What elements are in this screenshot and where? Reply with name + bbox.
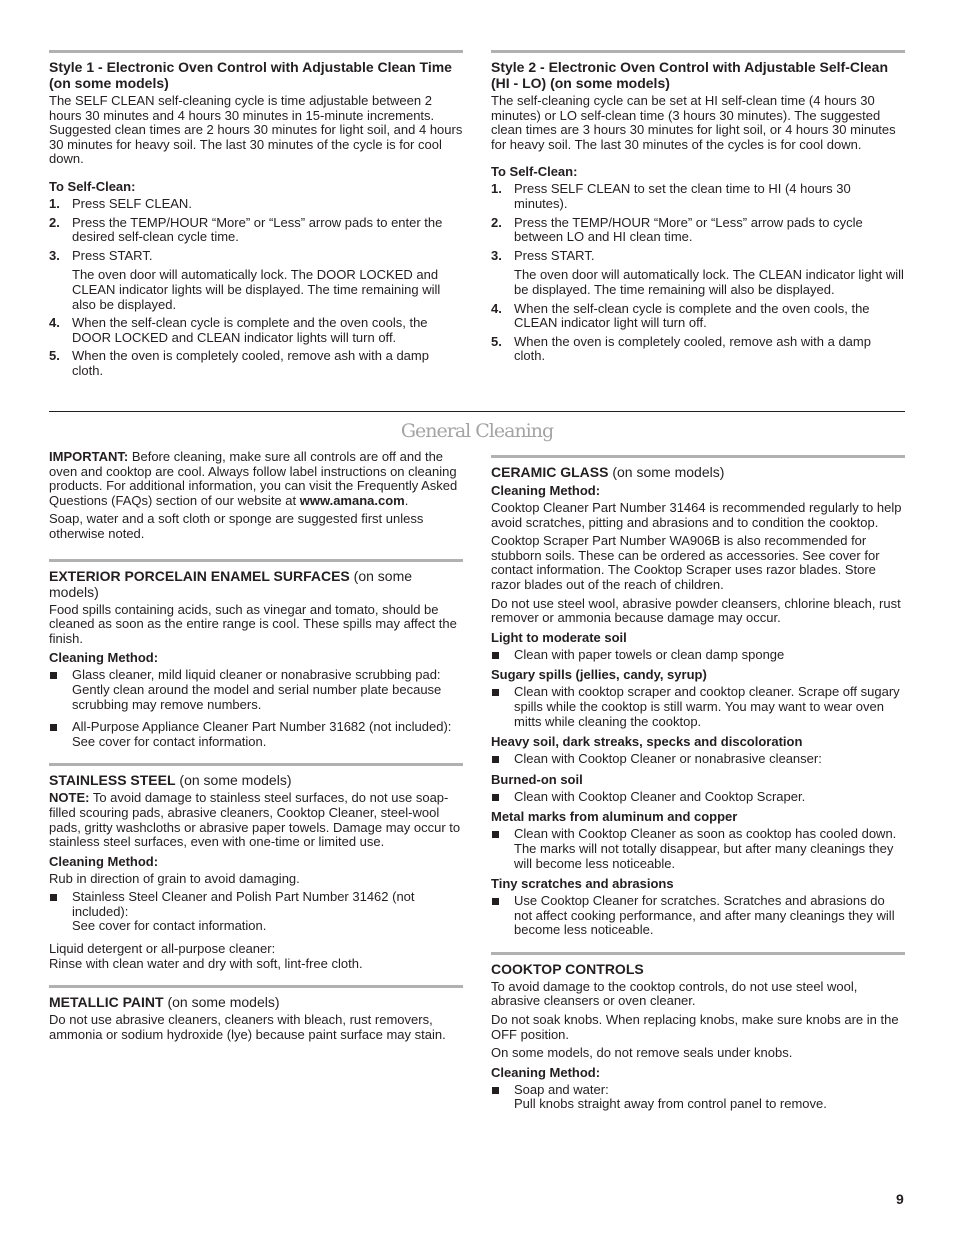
note-text: To avoid damage to stainless steel surfaces, do not use soap-filled scouring pads, abrasive cleaners, Cooktop Cleaner, steel-wool pads, gritty washcloths or abrasive paper towels. Damage may occur to stainless steel surfaces, even with one-time or limited use. (49, 790, 461, 850)
step-number: 1. (491, 181, 502, 197)
bullet-text: Clean with paper towels or clean damp sponge (514, 646, 785, 662)
controls-section (491, 952, 905, 1112)
bullet-square-icon (492, 652, 499, 659)
list-item (491, 1083, 905, 1112)
soil-bullets (491, 648, 905, 663)
ceramic-section (491, 455, 905, 938)
style2-step (491, 216, 905, 245)
important-end: . (404, 492, 409, 508)
bullet-square-icon (492, 794, 499, 801)
step-number: 2. (491, 214, 502, 230)
bullet-text: Soap and water: (514, 1081, 609, 1097)
note-label: NOTE: (49, 790, 90, 806)
soap-note: Soap, water and a soft cloth or sponge are suggested first unless otherwise noted. (49, 511, 424, 541)
metallic-section (49, 985, 463, 1042)
stainless-subtitle: (on some models) (175, 772, 292, 789)
soil-label: Burned-on soil (491, 771, 583, 787)
bullet-square-icon (492, 1087, 499, 1094)
ceramic-title (491, 464, 905, 480)
bullet-detail: Pull knobs straight away from control panel to remove. (514, 1096, 827, 1112)
soil-label: Sugary spills (jellies, candy, syrup) (491, 667, 707, 683)
metallic-subtitle: (on some models) (163, 994, 280, 1011)
stainless-bullets (49, 890, 463, 934)
ceramic-subtitle: (on some models) (608, 464, 725, 480)
style2-step (491, 182, 905, 211)
website-link[interactable]: www.amana.com (299, 492, 405, 508)
step-number: 5. (491, 333, 502, 349)
soil-label: Heavy soil, dark streaks, specks and discoloration (491, 734, 803, 750)
step-text: When the oven is completely cooled, remove ash with a damp cloth. (514, 333, 871, 364)
bullet-square-icon (492, 898, 499, 905)
section-divider (49, 411, 905, 412)
soil-bullets (491, 790, 905, 805)
ceramic-method-label: Cleaning Method: (491, 483, 601, 498)
style2-step (491, 335, 905, 364)
controls-p1: To avoid damage to the cooktop controls, do not use steel wool, abrasive cleansers or oven cleaner. (491, 978, 858, 1009)
soil-bullets (491, 827, 905, 871)
bullet-text: Clean with Cooktop Cleaner as soon as cooktop has cooled down. The marks will not totally disappear, but after many cleanings they will become less noticeable. (514, 826, 897, 871)
style2-step (491, 249, 905, 298)
style1-step (49, 216, 463, 245)
step-text: Press the TEMP/HOUR “More” or “Less” arrow pads to enter the desired self-clean cycle time. (72, 214, 443, 245)
ceramic-p3: Do not use steel wool, abrasive powder cleansers, chlorine bleach, rust remover or ammonia because damage may occur. (491, 595, 901, 626)
step-number: 3. (49, 247, 60, 263)
important-text: Before cleaning, make sure all controls are off and the oven and cooktop are cool. Always follow label instructions on cleaning products. For additional information, you can visit the Frequently Asked Questions (FAQs) section of our website at (49, 449, 458, 508)
style2-section (491, 50, 905, 368)
bullet-text: All-Purpose Appliance Cleaner Part Number 31682 (not included): (72, 719, 452, 735)
bullet-text: Stainless Steel Cleaner and Polish Part Number 31462 (not included): (72, 889, 415, 919)
ceramic-title-text: CERAMIC GLASS (491, 464, 609, 480)
step-text: Press START. (72, 247, 153, 263)
exterior-section (49, 559, 463, 750)
right-column (491, 455, 905, 1117)
list-item (491, 790, 905, 805)
exterior-title (49, 568, 463, 600)
exterior-bullets (49, 668, 463, 749)
bullet-square-icon (492, 689, 499, 696)
style1-section (49, 50, 463, 383)
style2-steps (491, 182, 905, 364)
step-text: Press the TEMP/HOUR “More” or “Less” arrow pads to cycle between LO and HI clean time. (514, 214, 863, 245)
style1-subhead: To Self-Clean: (49, 178, 136, 194)
bullet-detail: See cover for contact information. (72, 918, 267, 934)
controls-p3: On some models, do not remove seals under knobs. (491, 1045, 793, 1061)
soil-bullets (491, 685, 905, 729)
step-text: Press SELF CLEAN to set the clean time to HI (4 hours 30 minutes). (514, 181, 851, 211)
stainless-method-label: Cleaning Method: (49, 853, 159, 869)
style1-title: Style 1 - Electronic Oven Control with Adjustable Clean Time (on some models) (49, 59, 452, 91)
controls-bullets (491, 1083, 905, 1112)
controls-method-label: Cleaning Method: (491, 1064, 601, 1080)
soil-label: Light to moderate soil (491, 629, 627, 645)
stainless-rub: Rub in direction of grain to avoid damaging. (49, 870, 300, 886)
step-number: 1. (49, 195, 60, 211)
list-item (49, 890, 463, 934)
step-number: 2. (49, 214, 60, 230)
exterior-title-text: EXTERIOR PORCELAIN ENAMEL SURFACES (49, 567, 350, 584)
exterior-body: Food spills containing acids, such as vinegar and tomato, should be cleaned as soon as the entire range is cool. These spills may affect the finish. (49, 601, 457, 646)
bullet-square-icon (50, 724, 57, 731)
style1-step (49, 249, 463, 312)
bullet-detail: Gently clean around the model and serial number plate because scrubbing may remove numbers. (72, 681, 442, 712)
important-label: IMPORTANT: (49, 449, 129, 464)
step-text: Press START. (514, 247, 595, 263)
metallic-body: Do not use abrasive cleaners, cleaners with bleach, rust removers, ammonia or sodium hydroxide (lye) because paint surface may stain. (49, 1012, 446, 1042)
left-column (49, 450, 463, 1046)
soil-bullets (491, 752, 905, 767)
bullet-text: Clean with Cooktop Cleaner and Cooktop Scraper. (514, 788, 806, 804)
bullet-square-icon (492, 756, 499, 763)
controls-title: COOKTOP CONTROLS (491, 960, 644, 977)
bullet-square-icon (50, 672, 57, 679)
list-item (491, 894, 905, 938)
controls-p2: Do not soak knobs. When replacing knobs, make sure knobs are in the OFF position. (491, 1012, 899, 1042)
bullet-detail: See cover for contact information. (72, 733, 267, 749)
style1-steps (49, 197, 463, 379)
step-number: 4. (49, 315, 60, 331)
list-item (491, 685, 905, 729)
stainless-title (49, 772, 463, 788)
style1-step (49, 197, 463, 212)
bullet-text: Clean with cooktop scraper and cooktop cleaner. Scrape off sugary spills while the cooktop is still warm. You may want to wear oven mitts while cleaning the cooktop. (514, 684, 900, 729)
page-title: General Cleaning (400, 420, 554, 442)
stainless-liquid (49, 942, 463, 971)
step-detail: The oven door will automatically lock. The DOOR LOCKED and CLEAN indicator lights will be displayed. The time remaining will also be displayed. (72, 267, 441, 312)
exterior-method-label: Cleaning Method: (49, 650, 159, 666)
metallic-title-text: METALLIC PAINT (49, 994, 164, 1011)
bullet-text: Clean with Cooktop Cleaner or nonabrasive cleanser: (514, 751, 822, 767)
important-note (49, 450, 463, 508)
list-item (491, 827, 905, 871)
step-text: When the oven is completely cooled, remove ash with a damp cloth. (72, 348, 429, 378)
list-item (491, 648, 905, 663)
soil-label: Tiny scratches and abrasions (491, 876, 674, 892)
stainless-section (49, 763, 463, 971)
stainless-title-text: STAINLESS STEEL (49, 772, 176, 789)
list-item (49, 720, 463, 749)
liquid-line-1: Liquid detergent or all-purpose cleaner: (49, 941, 276, 957)
step-text: When the self-clean cycle is complete and the oven cools, the CLEAN indicator light will turn off. (514, 300, 870, 331)
style2-title: Style 2 - Electronic Oven Control with Adjustable Self-Clean (HI - LO) (on some models) (491, 59, 888, 91)
bullet-square-icon (50, 894, 57, 901)
style1-step (49, 316, 463, 345)
bullet-square-icon (492, 831, 499, 838)
bullet-text: Glass cleaner, mild liquid cleaner or nonabrasive scrubbing pad: (72, 667, 441, 683)
soil-bullets (491, 894, 905, 938)
page-number: 9 (896, 1191, 904, 1207)
exterior-subtitle: (on some models) (49, 567, 413, 600)
ceramic-p2: Cooktop Scraper Part Number WA906B is also recommended for stubborn soils. These can be ordered as accessories. See cover for contact information. The Cooktop Scraper uses razor blades. Store razor blades out of the reach of children. (491, 533, 880, 592)
style2-intro: The self-cleaning cycle can be set at HI self-clean time (4 hours 30 minutes) or LO self-clean time (3 hours 30 minutes). The suggested clean times are 3 hours 30 minutes for light soil, or 4 hours 30 minutes for heavy soil. The last 30 minutes of the cycles is for cool down. (491, 93, 896, 152)
style1-step (49, 349, 463, 378)
style1-intro: The SELF CLEAN self-cleaning cycle is time adjustable between 2 hours 30 minutes and 4 hours 30 minutes in 15-minute increments. Suggested clean times are 2 hours 30 minutes for light soil, and 4 hours 30 minutes for heavy soil. The last 30 minutes of the cycle is for cool down. (49, 93, 463, 167)
bullet-text: Use Cooktop Cleaner for scratches. Scratches and abrasions do not affect cooking performance, and after many cleanings they will become less noticeable. (514, 893, 895, 938)
style2-step (491, 302, 905, 331)
step-detail: The oven door will automatically lock. The CLEAN indicator light will be displayed. The time remaining will also be displayed. (514, 267, 904, 297)
step-text: Press SELF CLEAN. (72, 195, 192, 211)
ceramic-p1: Cooktop Cleaner Part Number 31464 is recommended regularly to help avoid scratches, pitting and abrasions and to condition the cooktop. (491, 500, 902, 530)
step-number: 3. (491, 247, 502, 263)
step-number: 5. (49, 348, 60, 364)
liquid-line-2: Rinse with clean water and dry with soft, lint-free cloth. (49, 955, 363, 971)
metallic-title (49, 994, 463, 1010)
list-item (49, 668, 463, 712)
soil-label: Metal marks from aluminum and copper (491, 809, 738, 825)
stainless-note (49, 791, 463, 849)
style2-subhead: To Self-Clean: (491, 164, 578, 180)
step-text: When the self-clean cycle is complete and the oven cools, the DOOR LOCKED and CLEAN indicator lights will turn off. (72, 315, 428, 345)
list-item (491, 752, 905, 767)
step-number: 4. (491, 300, 502, 316)
